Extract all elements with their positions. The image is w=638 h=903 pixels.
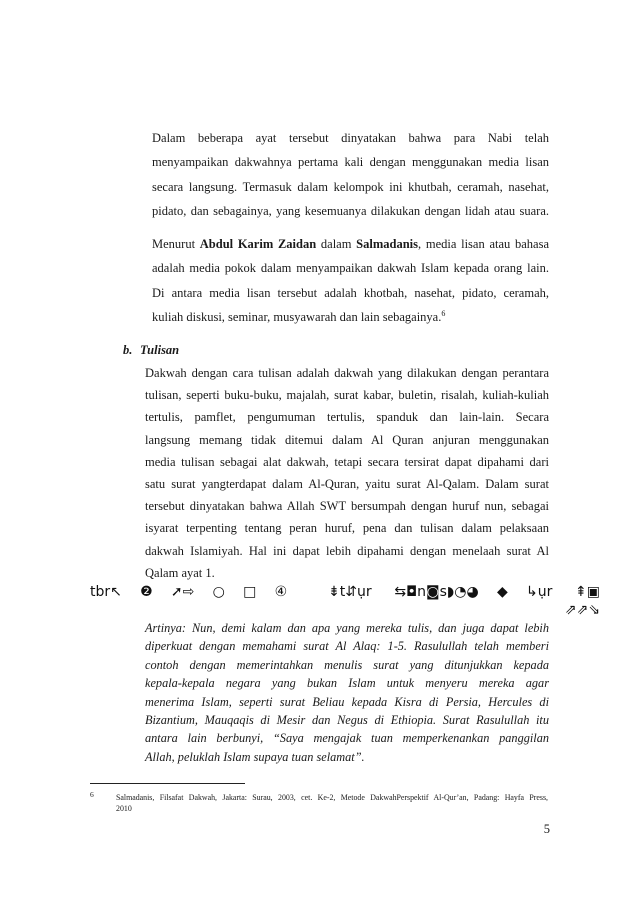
paragraph-tulisan bbox=[145, 362, 549, 584]
section-heading bbox=[123, 338, 179, 362]
section-letter: b. bbox=[123, 343, 133, 357]
footnote-number: 6 bbox=[90, 790, 94, 799]
footnote-divider bbox=[90, 783, 245, 784]
text-line: isyarat terpenting tentang peran huruf, pena dan tulisan dalam pelaksaan bbox=[145, 521, 549, 536]
text-line: contoh dengan memerintahkan menulis surat yang ditunjukkan kepada bbox=[145, 657, 549, 672]
arabic-verse bbox=[90, 583, 600, 619]
text-line: Allah, peluklah Islam supaya tuan selamat”. bbox=[145, 749, 365, 764]
arabic-verse-line: ⇗⇗⇘ bbox=[564, 602, 600, 618]
footnote-line: 2010 bbox=[116, 804, 132, 813]
section-title: Tulisan bbox=[140, 343, 180, 357]
text-line: pidato, dan sebagainya, yang kesemuanya dilakukan dengan lidah atau suara. bbox=[152, 203, 549, 218]
text-line: menyampaikan dakwahnya pertama kali dengan menggunakan media lisan bbox=[152, 155, 549, 170]
text-line: kepala-kepala negara yang bukan Islam untuk menyeru mereka agar bbox=[145, 676, 549, 691]
text-line: Dalam beberapa ayat tersebut dinyatakan bahwa para Nabi telah bbox=[152, 131, 549, 145]
text-line: tulisan, seperti buku-buku, majalah, surat kabar, buletin, risalah, kuliah-kuliah bbox=[145, 388, 549, 403]
text-line bbox=[152, 232, 549, 256]
page-number: 5 bbox=[543, 822, 550, 836]
arabic-verse-line: tbr↖❷➚⇨○□④ ⇟t⇵ụr ⇆◘n◙s◗◔◕◆↳ụr ⇞▣ bbox=[90, 584, 600, 600]
paragraph-abdul-karim-zaidan bbox=[152, 232, 549, 330]
text-line: secara langsung. Termasuk dalam kelompok ini khutbah, ceramah, nasehat, bbox=[152, 179, 549, 194]
footnote-text bbox=[116, 792, 548, 814]
footnote-reference: 6 bbox=[441, 309, 446, 319]
text-line: tersebut dinyatakan bahwa Allah SWT bersumpah dengan huruf nun, sebagai bbox=[145, 499, 549, 514]
text-line: Qalam ayat 1. bbox=[145, 565, 215, 580]
text-line: adalah media pokok dalam menyampaikan dakwah Islam kepada orang lain. bbox=[152, 261, 549, 276]
verse-translation bbox=[145, 619, 549, 766]
text-line: langsung memang tidak ditemui dalam Al Quran anjuran menggunakan bbox=[145, 432, 549, 447]
text-line: menerima Islam, seperti surat Beliau kepada Kisra di Persia, Hercules di bbox=[145, 694, 549, 709]
text-line: Di antara media lisan tersebut adalah khotbah, nasehat, pidato, ceramah, bbox=[152, 285, 549, 300]
text-run: dalam bbox=[316, 237, 357, 251]
text-line: diperkuat dengan memahami surat Al Alaq: 1-5. Rasulullah telah memberi bbox=[145, 639, 549, 654]
footnote-line: Salmadanis, Filsafat Dakwah, Jakarta: Surau, 2003, cet. Ke-2, Metode DakwahPerspektif Al-Qur’an, Padang: Hayfa Press, bbox=[116, 793, 548, 802]
text-run: , media lisan atau bahasa bbox=[418, 237, 549, 251]
text-line: dakwah Islamiyah. Hal ini dapat lebih dipahami dengan menelaah surat Al bbox=[145, 543, 549, 558]
text-line: media tulisan sebagai alat dakwah, tetapi secara tersirat dapat dipahami dari bbox=[145, 454, 549, 469]
text-line bbox=[152, 305, 549, 329]
text-run: Menurut bbox=[152, 237, 200, 251]
text-line: Bizantium, Mauqaqis di Mesir dan Negus di Ethiopia. Surat Rasulullah itu bbox=[145, 713, 549, 728]
text-line: antara lain berbunyi, “Saya mengajak tuan memperkenankan panggilan bbox=[145, 731, 549, 746]
text-line: satu surat yangterdapat dalam Al-Quran, yaitu surat Al-Qalam. Dalam surat bbox=[145, 477, 549, 492]
paragraph-media-lisan bbox=[152, 126, 549, 223]
text-line: Artinya: Nun, demi kalam dan apa yang mereka tulis, dan juga dapat lebih bbox=[145, 621, 549, 635]
text-line: Dakwah dengan cara tulisan adalah dakwah yang dilakukan dengan perantara bbox=[145, 366, 549, 380]
text-run: kuliah diskusi, seminar, musyawarah dan lain sebagainya. bbox=[152, 310, 442, 325]
author-name: Abdul Karim Zaidan bbox=[199, 237, 317, 251]
text-line: tertulis, pamflet, pengumuman tertulis, spanduk dan lain-lain. Secara bbox=[145, 410, 549, 425]
source-author-name: Salmadanis bbox=[356, 237, 419, 251]
